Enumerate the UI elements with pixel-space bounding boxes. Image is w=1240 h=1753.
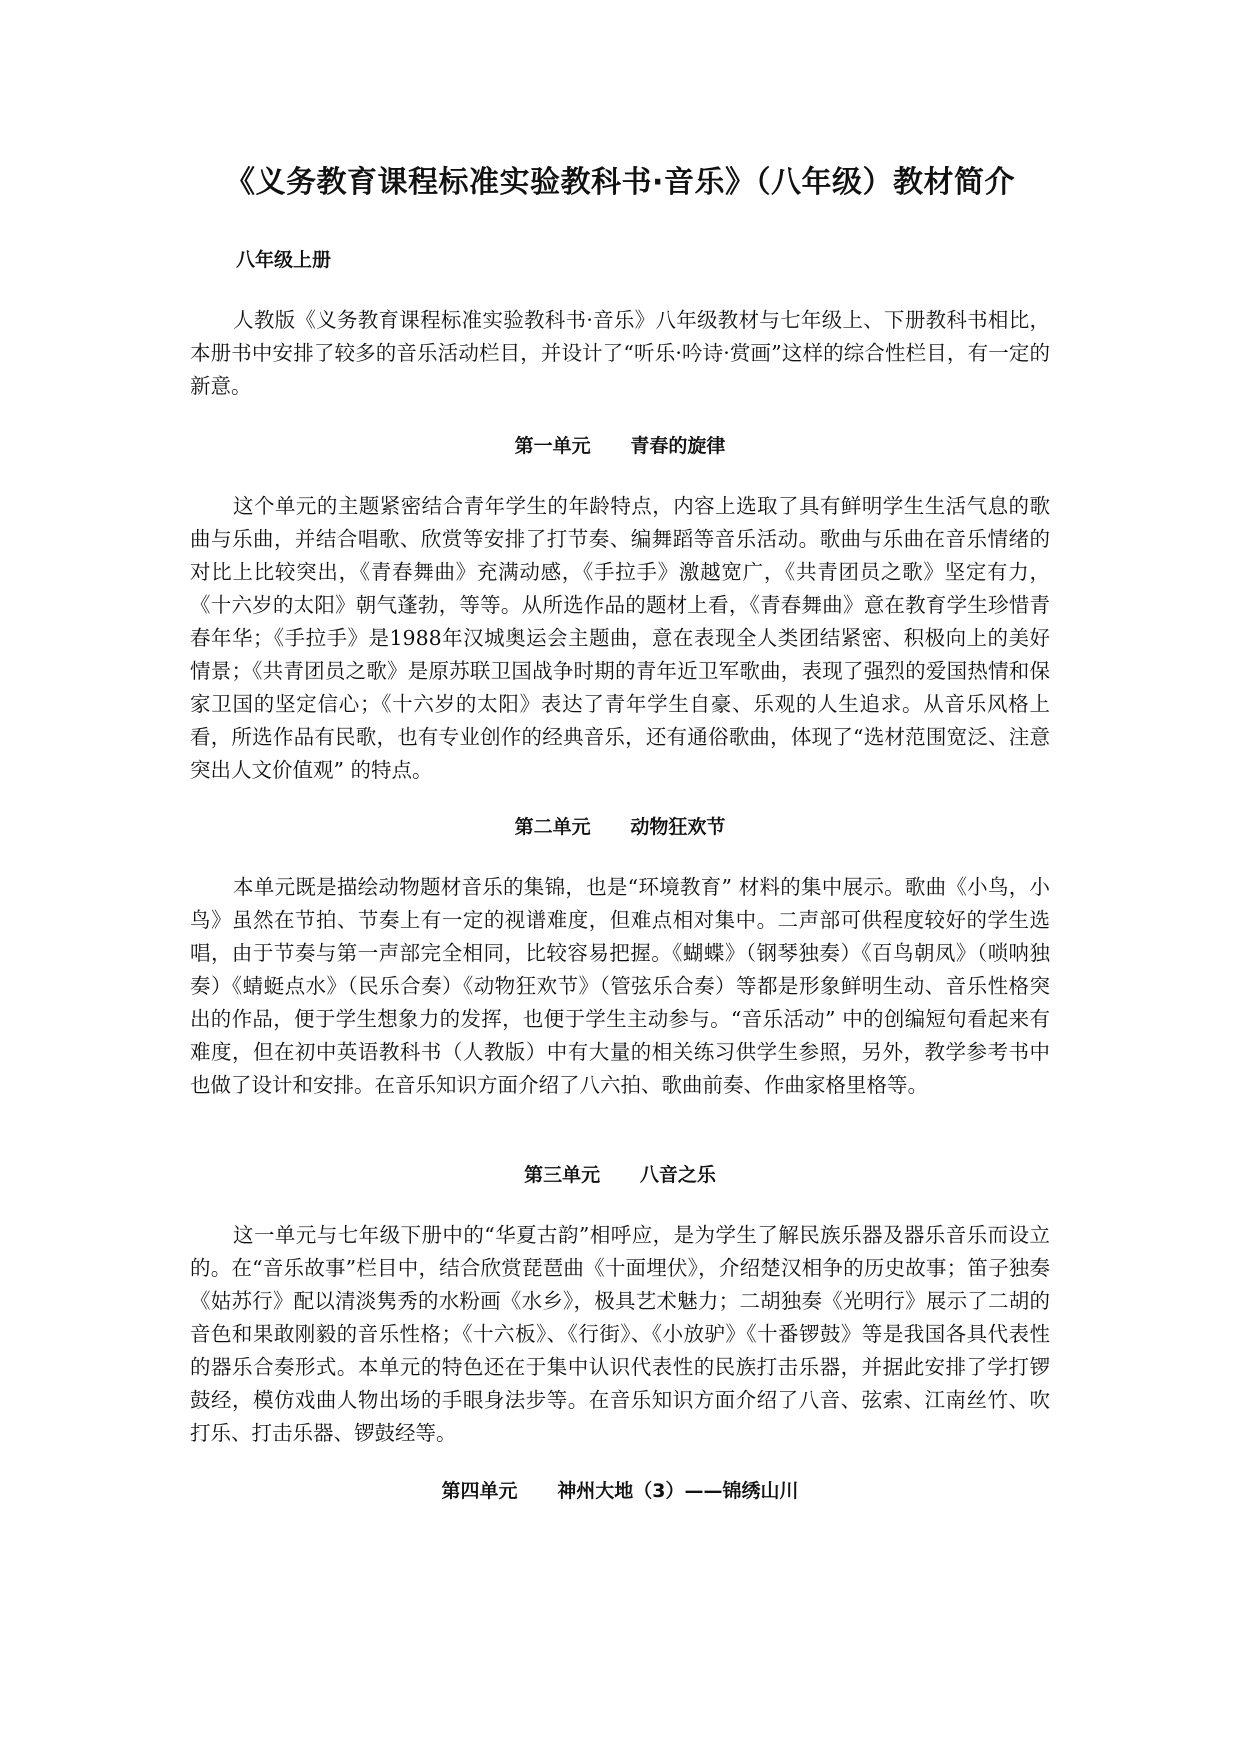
unit-title-3: 八音之乐 <box>639 1164 716 1186</box>
intro-paragraph: 人教版《义务教育课程标准实验教科书·音乐》八年级教材与七年级上、下册教科书相比，本册书中安排了较多的音乐活动栏目，并设计了“听乐·吟诗·赏画”这样的综合性栏目，有一定的新意。 <box>190 308 1050 398</box>
volume-heading: 八年级上册 <box>236 249 332 271</box>
unit-number-2: 第二单元 <box>514 816 591 838</box>
unit-body-2: 本单元既是描绘动物题材音乐的集锦，也是“环境教育” 材料的集中展示。歌曲《小鸟，小鸟》虽然在节拍、节奏上有一定的视谱难度，但难点相对集中。二声部可供程度较好的学生选唱，由于节奏与第一声部完全相同，比较容易把握。《蝴蝶》（钢琴独奏）《百鸟朝凤》（唢呐独奏）《蜻蜓点水》（民乐合奏）《动物狂欢节》（管弦乐合奏）等都是形象鲜明生动、音乐性格突出的作品，便于学生想象力的发挥，也便于学生主动参与。“音乐活动” 中的创编短句看起来有难度，但在初中英语教科书（人教版）中有大量的相关练习供学生参照，另外，教学参考书中也做了设计和安排。在音乐知识方面介绍了八六拍、歌曲前奏、作曲家格里格等。 <box>190 875 1050 1097</box>
unit-title-4: 神州大地（3）——锦绣山川 <box>557 1480 799 1502</box>
unit-body-1: 这个单元的主题紧密结合青年学生的年龄特点，内容上选取了具有鲜明学生生活气息的歌曲与乐曲，并结合唱歌、欣赏等安排了打节奏、编舞蹈等音乐活动。歌曲与乐曲在音乐情绪的对比上比较突出，《青春舞曲》充满动感，《手拉手》激越宽广，《共青团员之歌》坚定有力，《十六岁的太阳》朝气蓬勃，等等。从所选作品的题材上看，《青春舞曲》意在教育学生珍惜青春年华；《手拉手》是1988年汉城奥运会主题曲，意在表现全人类团结紧密、积极向上的美好情景；《共青团员之歌》是原苏联卫国战争时期的青年近卫军歌曲，表现了强烈的爱国热情和保家卫国的坚定信心；《十六岁的太阳》表达了青年学生自豪、乐观的人生追求。从音乐风格上看，所选作品有民歌，也有专业创作的经典音乐，还有通俗歌曲，体现了“选材范围宽泛、注意突出人文价值观” 的特点。 <box>190 494 1050 782</box>
unit-number-3: 第三单元 <box>524 1164 601 1186</box>
document-title: 《义务教育课程标准实验教科书·音乐》（八年级）教材简介 <box>225 165 1015 200</box>
unit-heading-2 <box>0 813 1240 841</box>
unit-heading-1 <box>0 432 1240 460</box>
unit-body-3: 这一单元与七年级下册中的“华夏古韵”相呼应，是为学生了解民族乐器及器乐音乐而设立的。在“音乐故事”栏目中，结合欣赏琵琶曲《十面埋伏》，介绍楚汉相争的历史故事；笛子独奏《姑苏行》配以清淡隽秀的水粉画《水乡》，极具艺术魅力；二胡独奏《光明行》展示了二胡的音色和果敢刚毅的音乐性格；《十六板》、《行街》、《小放驴》《十番锣鼓》等是我国各具代表性的器乐合奏形式。本单元的特色还在于集中认识代表性的民族打击乐器，并据此安排了学打锣鼓经，模仿戏曲人物出场的手眼身法步等。在音乐知识方面介绍了八音、弦索、江南丝竹、吹打乐、打击乐器、锣鼓经等。 <box>190 1223 1050 1445</box>
unit-title-2: 动物狂欢节 <box>630 816 726 838</box>
unit-number-4: 第四单元 <box>441 1480 518 1502</box>
unit-heading-3 <box>0 1161 1240 1189</box>
unit-number-1: 第一单元 <box>514 435 591 457</box>
unit-heading-4 <box>0 1477 1240 1505</box>
unit-title-1: 青春的旋律 <box>630 435 726 457</box>
